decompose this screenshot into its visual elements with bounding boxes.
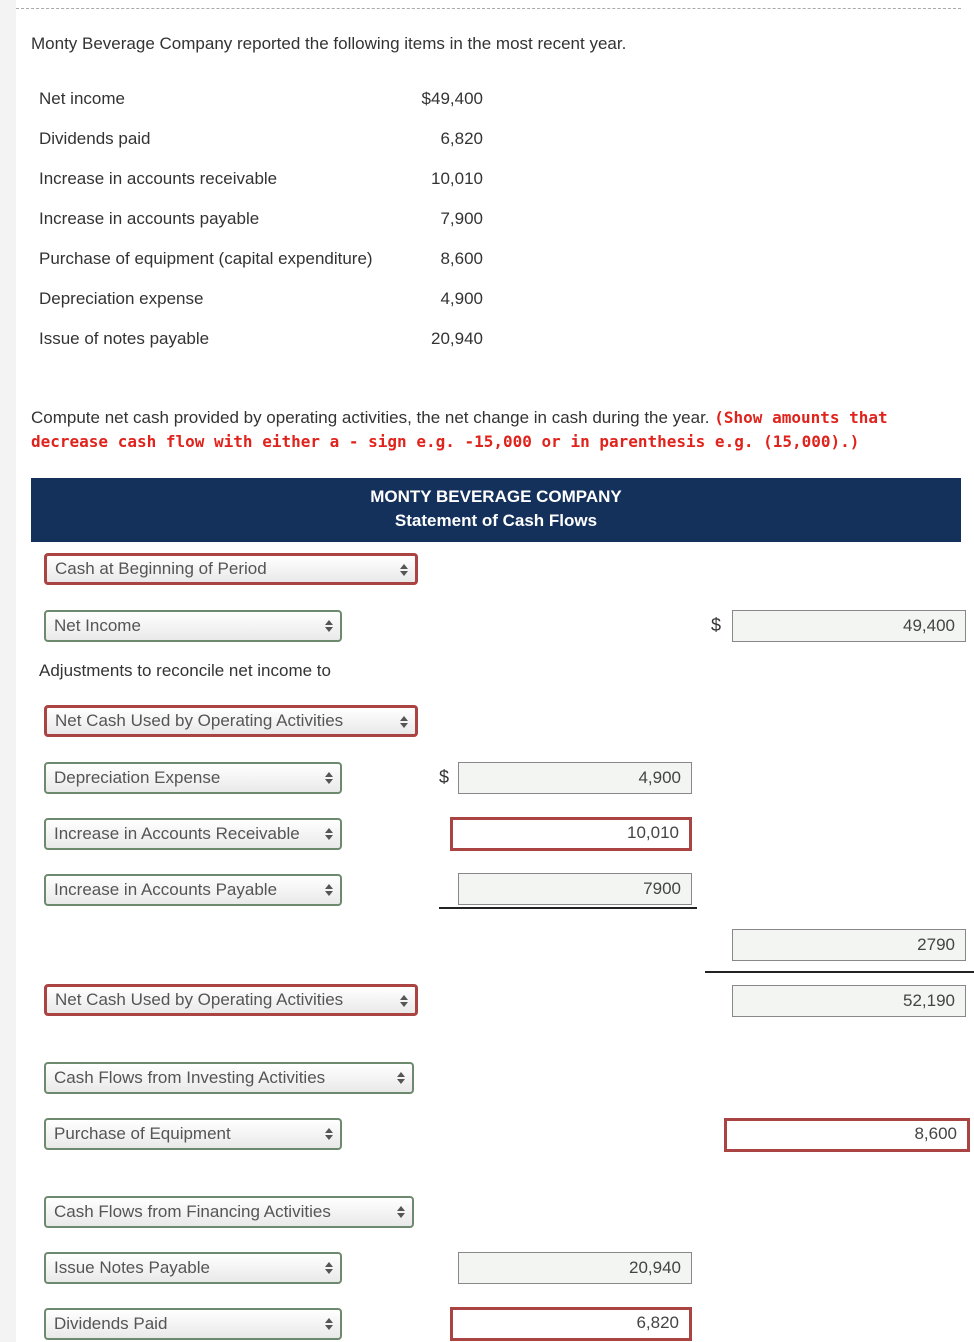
select-value: Net Cash Used by Operating Activities xyxy=(55,990,344,1009)
given-label: Increase in accounts payable xyxy=(39,209,260,228)
instruction-main: Compute net cash provided by operating activities, the net change in cash during the year. xyxy=(31,408,710,427)
given-label: Issue of notes payable xyxy=(39,329,210,348)
select-arrows-icon xyxy=(400,716,408,728)
total-rule xyxy=(705,971,974,973)
amount-input[interactable]: 4,900 xyxy=(458,762,692,794)
select-arrows-icon xyxy=(325,1128,333,1140)
select-arrows-icon xyxy=(325,828,333,840)
select-value: Cash Flows from Investing Activities xyxy=(54,1068,326,1087)
select-arrows-icon xyxy=(400,995,408,1007)
given-value: 10,010 xyxy=(431,169,483,188)
line-item-select[interactable] xyxy=(44,1308,342,1340)
line-item-select[interactable] xyxy=(44,762,342,794)
given-label: Purchase of equipment (capital expenditure) xyxy=(39,249,373,268)
select-value: Cash at Beginning of Period xyxy=(55,559,267,578)
line-item-select[interactable] xyxy=(44,610,342,642)
amount-input[interactable]: 49,400 xyxy=(732,610,966,642)
select-arrows-icon xyxy=(325,1318,333,1330)
given-value: 7,900 xyxy=(440,209,483,228)
select-value: Increase in Accounts Payable xyxy=(54,880,278,899)
given-value: 6,820 xyxy=(440,129,483,148)
instruction-note: (Show amounts that decrease cash flow with either a - sign e.g. -15,000 or in parenthesis e.g. (15,000).) xyxy=(31,408,888,451)
line-item-select[interactable] xyxy=(44,705,418,737)
given-label: Depreciation expense xyxy=(39,289,204,308)
given-label: Dividends paid xyxy=(39,129,151,148)
select-value: Issue Notes Payable xyxy=(54,1258,210,1277)
select-value: Purchase of Equipment xyxy=(54,1124,231,1143)
line-item-select[interactable] xyxy=(44,1062,414,1094)
select-arrows-icon xyxy=(397,1206,405,1218)
dashed-divider xyxy=(16,8,961,9)
select-value: Dividends Paid xyxy=(54,1314,168,1333)
select-arrows-icon xyxy=(397,1072,405,1084)
select-value: Net Cash Used by Operating Activities xyxy=(55,711,344,730)
amount-input[interactable]: 8,600 xyxy=(724,1118,970,1152)
instruction-text xyxy=(31,406,931,454)
amount-input[interactable]: 52,190 xyxy=(732,985,966,1017)
line-item-select[interactable] xyxy=(44,553,418,585)
company-name: MONTY BEVERAGE COMPANY xyxy=(370,487,622,506)
amount-input[interactable]: 7900 xyxy=(458,873,692,905)
given-value: 20,940 xyxy=(431,329,483,348)
line-item-select[interactable] xyxy=(44,1196,414,1228)
intro-text: Monty Beverage Company reported the following items in the most recent year. xyxy=(31,34,627,53)
amount-input[interactable]: 6,820 xyxy=(450,1307,692,1341)
select-arrows-icon xyxy=(325,620,333,632)
amount-input[interactable]: 10,010 xyxy=(450,817,692,851)
select-arrows-icon xyxy=(400,564,408,576)
select-value: Cash Flows from Financing Activities xyxy=(54,1202,331,1221)
line-item-select[interactable] xyxy=(44,984,418,1016)
select-arrows-icon xyxy=(325,884,333,896)
given-value: $49,400 xyxy=(421,89,483,108)
line-item-select[interactable] xyxy=(44,818,342,850)
given-label: Increase in accounts receivable xyxy=(39,169,278,188)
subtotal-rule xyxy=(439,907,697,909)
line-item-select[interactable] xyxy=(44,1252,342,1284)
adjustments-label: Adjustments to reconcile net income to xyxy=(39,661,331,680)
select-value: Depreciation Expense xyxy=(54,768,221,787)
select-value: Net Income xyxy=(54,616,141,635)
select-arrows-icon xyxy=(325,1262,333,1274)
select-value: Increase in Accounts Receivable xyxy=(54,824,300,843)
select-arrows-icon xyxy=(325,772,333,784)
currency-symbol: $ xyxy=(711,615,722,635)
line-item-select[interactable] xyxy=(44,874,342,906)
line-item-select[interactable] xyxy=(44,1118,342,1150)
statement-title: Statement of Cash Flows xyxy=(394,511,598,530)
given-value: 8,600 xyxy=(440,249,483,268)
amount-input[interactable]: 2790 xyxy=(732,929,966,961)
amount-input[interactable]: 20,940 xyxy=(458,1252,692,1284)
currency-symbol: $ xyxy=(439,767,450,787)
statement-header xyxy=(31,478,961,542)
given-label: Net income xyxy=(39,89,125,108)
given-value: 4,900 xyxy=(440,289,483,308)
